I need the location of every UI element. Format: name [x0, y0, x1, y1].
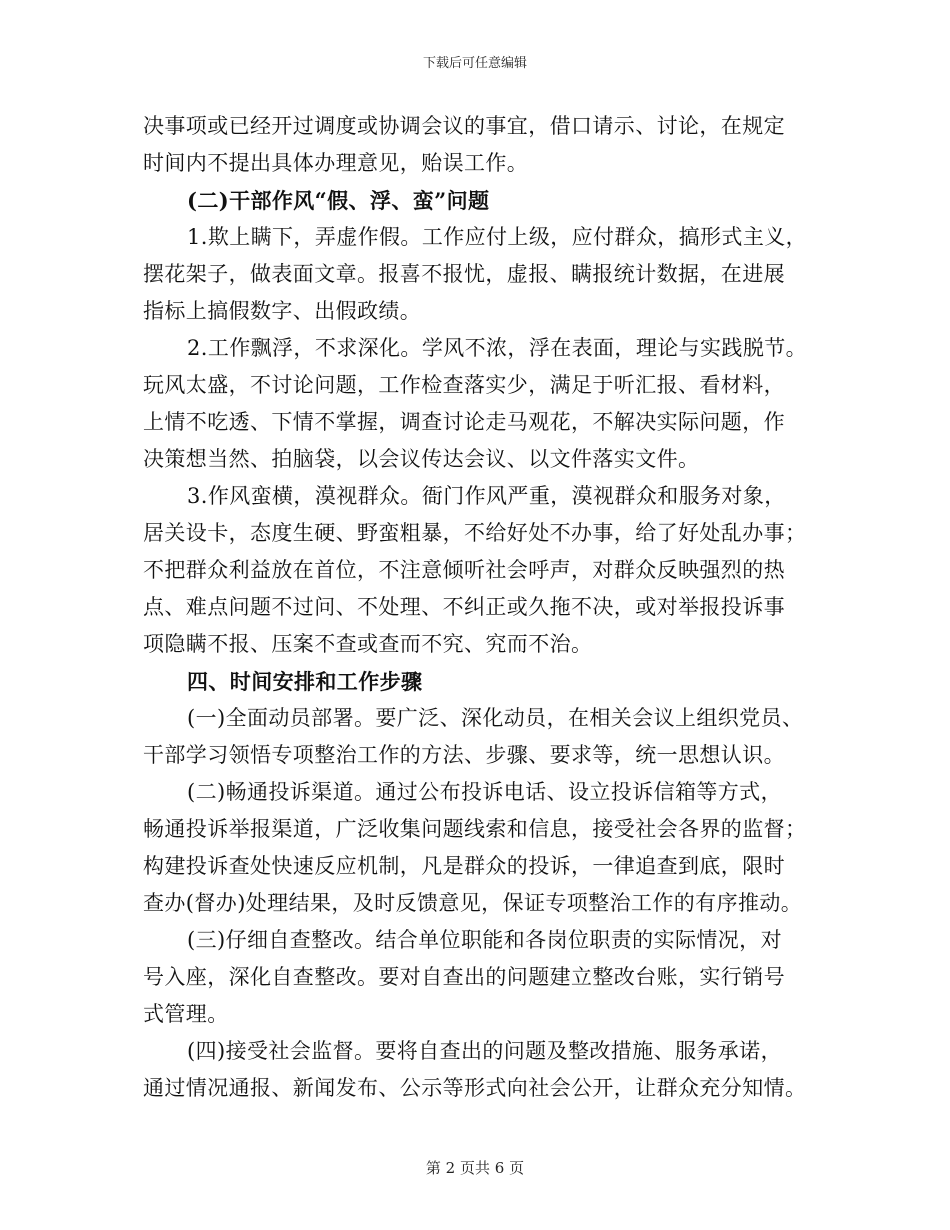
text-line: 式管理。: [143, 1002, 229, 1026]
text-line: 干部学习领悟专项整治工作的方法、步骤、要求等，统一思想认识。: [143, 743, 785, 767]
text-line: (二)畅通投诉渠道。通过公布投诉电话、设立投诉信箱等方式，: [187, 780, 782, 804]
section-heading: [143, 663, 803, 700]
text-line: (一)全面动员部署。要广泛、深化动员，在相关会议上组织党员、: [187, 706, 804, 730]
text-line: 1.欺上瞒下，弄虚作假。工作应付上级，应付群众，搞形式主义，: [187, 225, 808, 249]
page-header: 下载后可任意编辑: [422, 56, 527, 71]
text-line: 指标上搞假数字、出假政绩。: [143, 299, 422, 323]
text-line: 3.作风蛮横，漠视群众。衙门作风严重，漠视群众和服务对象，: [187, 484, 786, 508]
document-body: [143, 108, 808, 1107]
text-line: 玩风太盛，不讨论问题，工作检查落实少，满足于听汇报、看材料，: [143, 373, 785, 397]
text-line: 构建投诉查处快速反应机制，凡是群众的投诉，一律追查到底，限时: [143, 854, 785, 878]
paragraph: [143, 330, 808, 478]
text-line: 决事项或已经开过调度或协调会议的事宜，借口请示、讨论，在规定: [143, 114, 785, 138]
paragraph: [143, 1033, 807, 1107]
text-line: 上情不吃透、下情不掌握，调查讨论走马观花，不解决实际问题，作: [143, 410, 785, 434]
text-line: 2.工作飘浮，不求深化。学风不浓，浮在表面，理论与实践脱节。: [187, 336, 808, 360]
text-line: 四、时间安排和工作步骤: [187, 669, 423, 694]
text-line: 时间内不提出具体办理意见，贻误工作。: [143, 151, 529, 175]
text-line: 查办(督办)处理结果，及时反馈意见，保证专项整治工作的有序推动。: [143, 891, 803, 915]
text-line: 项隐瞒不报、压案不查或查而不究、究而不治。: [143, 632, 593, 656]
page-footer: 第 2 页共 6 页: [425, 1159, 525, 1177]
paragraph: [143, 922, 803, 1033]
paragraph: [143, 774, 807, 922]
text-line: 通过情况通报、新闻发布、公示等形式向社会公开，让群众充分知情。: [143, 1076, 807, 1100]
paragraph: [143, 219, 808, 330]
text-line: 决策想当然、拍脑袋，以会议传达会议、以文件落实文件。: [143, 447, 700, 471]
text-line: (三)仔细自查整改。结合单位职能和各岗位职责的实际情况，对: [187, 928, 782, 952]
text-line: 号入座，深化自查整改。要对自查出的问题建立整改台账，实行销号: [143, 965, 785, 989]
text-line: 居关设卡，态度生硬、野蛮粗暴，不给好处不办事，给了好处乱办事；: [143, 521, 807, 545]
paragraph: [143, 700, 803, 774]
paragraph: [143, 108, 803, 182]
text-line: (四)接受社会监督。要将自查出的问题及整改措施、服务承诺，: [187, 1039, 782, 1063]
text-line: 摆花架子，做表面文章。报喜不报忧，虚报、瞒报统计数据，在进展: [143, 262, 785, 286]
section-heading: [143, 182, 803, 219]
text-line: 点、难点问题不过问、不处理、不纠正或久拖不决，或对举报投诉事: [143, 595, 785, 619]
text-line: (二)干部作风“假、浮、蛮”问题: [187, 188, 490, 213]
paragraph: [143, 478, 807, 663]
text-line: 不把群众利益放在首位，不注意倾听社会呼声，对群众反映强烈的热: [143, 558, 785, 582]
text-line: 畅通投诉举报渠道，广泛收集问题线索和信息，接受社会各界的监督；: [143, 817, 807, 841]
